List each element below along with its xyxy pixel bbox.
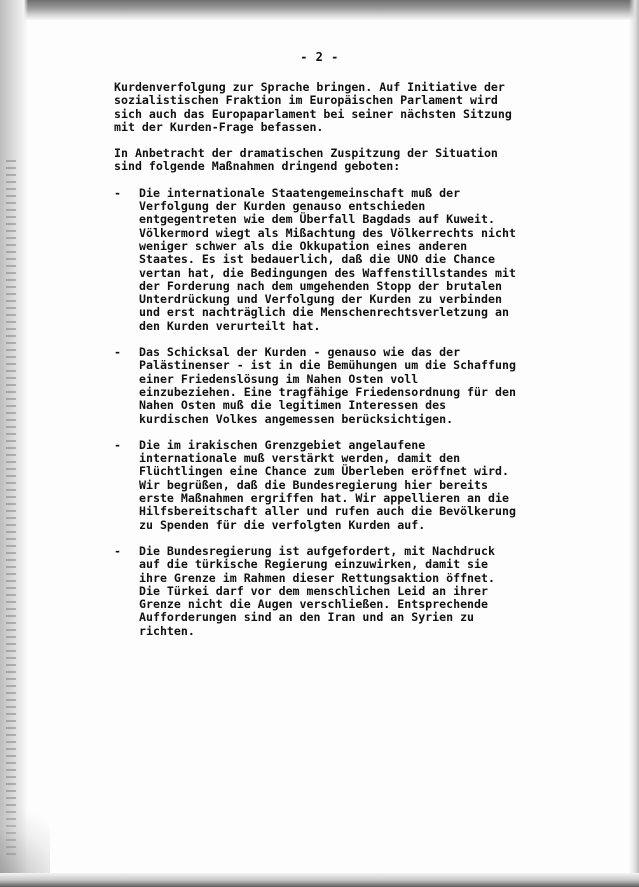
list-item-text: Die im irakischen Grenzgebiet angelaufene internationale muß verstärkt werden, damit den Flüchtlingen eine Chance zum Überleben eröffnet wird. Wir begrüßen, daß die Bundesregierung hier bereits erste Maßnahmen ergriffen hat. Wir appellieren an die Hilfsbereitschaft aller und rufen auch die Bevölkerung zu Spenden für die verfolgten Kurden auf. xyxy=(139,437,516,532)
list-item xyxy=(114,187,554,333)
list-item xyxy=(114,346,554,426)
scan-edge-left xyxy=(0,0,28,887)
list-item xyxy=(114,545,554,638)
measures-list xyxy=(114,187,554,638)
list-bullet: - xyxy=(114,543,121,558)
document-body xyxy=(114,81,554,638)
list-item xyxy=(114,439,554,532)
scan-edge-top xyxy=(0,0,639,20)
list-item-text: Das Schicksal der Kurden - genauso wie das der Palästinenser - ist in die Bemühungen um die Schaffung einer Friedenslösung im Nahen Osten voll einzubeziehen. Eine tragfähige Friedensordnung für den Nahen Osten muß die legitimen Interessen des kurdischen Volkes angemessen berücksichtigen. xyxy=(139,345,516,426)
list-bullet: - xyxy=(114,345,121,360)
scan-edge-right xyxy=(629,0,639,887)
list-bullet: - xyxy=(114,185,121,200)
list-item-text: Die internationale Staatengemeinschaft muß der Verfolgung der Kurden genauso entschieden entgegentreten wie dem Überfall Bagdads auf Kuweit. Völkermord wiegt als Mißachtung des Völkerrechts nicht weniger schwer als die Okkupation eines anderen Staates. Es ist bedauerlich, daß die UNO die Chance vertan hat, die Bedingungen des Waffenstillstandes mit der Forderung nach dem umgehenden Stopp der brutalen Unterdrückung und Verfolgung der Kurden zu verbinden und erst nachträglich die Menschenrechtsverletzung an den Kurden verurteilt hat. xyxy=(139,185,516,333)
list-bullet: - xyxy=(114,437,121,452)
paragraph-intro: Kurdenverfolgung zur Sprache bringen. Auf Initiative der sozialistischen Fraktion im Europäischen Parlament wird sich auch das Europaparlament bei seiner nächsten Sitzung mit der Kurden-Frage befassen. xyxy=(114,80,512,134)
list-item-text: Die Bundesregierung ist aufgefordert, mit Nachdruck auf die türkische Regierung einzuwirken, damit sie ihre Grenze im Rahmen dieser Rettungsaktion öffnet. Die Türkei darf vor dem menschlichen Leid an ihrer Grenze nicht die Augen verschließen. Entsprechende Aufforderungen sind an den Iran und an Syrien zu richten. xyxy=(139,543,495,638)
page-number: - 2 - xyxy=(300,50,339,64)
scan-edge-bottom xyxy=(0,873,639,887)
paragraph-measures-lead: In Anbetracht der dramatischen Zuspitzung der Situation sind folgende Maßnahmen dringend geboten: xyxy=(114,146,498,174)
